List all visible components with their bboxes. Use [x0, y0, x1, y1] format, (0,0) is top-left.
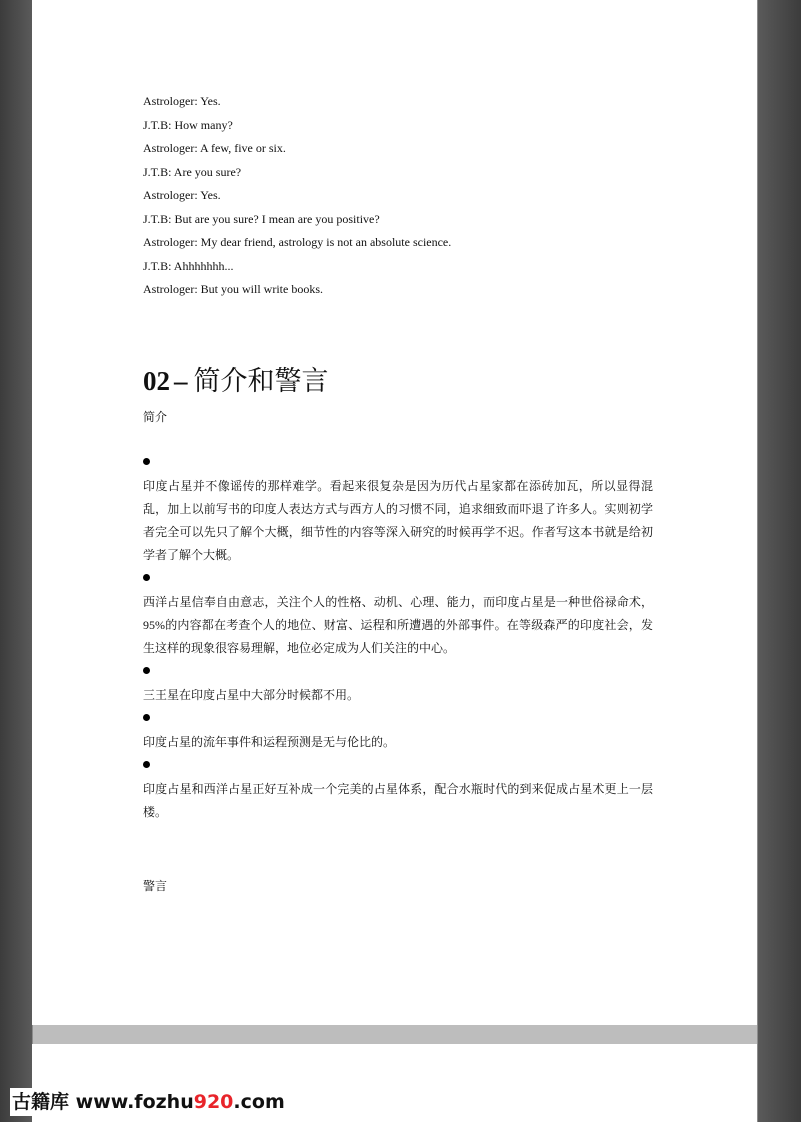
- bullet-dot-icon: [143, 458, 150, 465]
- bullet-dot-icon: [143, 761, 150, 768]
- bullet-item: [143, 714, 653, 754]
- chapter-title: 简介和警言: [193, 366, 329, 396]
- bullet-text: 西洋占星信奉自由意志，关注个人的性格、动机、心理、能力，而印度占星是一种世俗禄命术，95%的内容都在考查个人的地位、财富、运程和所遭遇的外部事件。在等级森严的印度社会，发生这样的现象很容易理解，地位必定成为人们关注的中心。: [143, 595, 653, 655]
- bullet-text: 印度占星的流年事件和运程预测是无与伦比的。: [143, 735, 396, 749]
- dialogue-line: J.T.B: Ahhhhhhh...: [143, 258, 234, 273]
- bullet-text: 印度占星并不像谣传的那样难学。看起来很复杂是因为历代占星家都在添砖加瓦，所以显得混乱，加上以前写书的印度人表达方式与西方人的习惯不同，追求细致而吓退了许多人。实则初学者完全可以先只了解个大概，细节性的内容等深入研究的时候再学不迟。作者写这本书就是给初学者了解个大概。: [143, 479, 653, 562]
- watermark-url-suffix: .com: [233, 1091, 285, 1113]
- bullet-item: [143, 574, 653, 660]
- dialogue-list: [143, 93, 663, 305]
- dialogue-line: Astrologer: Yes.: [143, 188, 221, 202]
- watermark: [10, 1088, 287, 1116]
- dialogue-line: Astrologer: Yes.: [143, 94, 221, 108]
- bullet-item: [143, 458, 653, 567]
- bullet-item: [143, 761, 653, 824]
- watermark-brand: 古籍库: [12, 1091, 70, 1113]
- chapter-heading: [143, 363, 329, 399]
- section-heading-intro: 简介: [143, 410, 168, 424]
- bullet-dot-icon: [143, 574, 150, 581]
- dialogue-line: Astrologer: But you will write books.: [143, 282, 323, 296]
- dialogue-line: Astrologer: My dear friend, astrology is not an absolute science.: [143, 235, 452, 249]
- bullet-item: [143, 667, 653, 707]
- dialogue-line: Astrologer: A few, five or six.: [143, 141, 286, 155]
- chapter-separator: –: [174, 366, 188, 396]
- bullet-list: [143, 456, 653, 831]
- dialogue-line: J.T.B: Are you sure?: [143, 164, 242, 179]
- dialogue-line: J.T.B: How many?: [143, 117, 233, 132]
- chapter-number: 02: [143, 366, 170, 396]
- document-page: [32, 0, 757, 1025]
- bullet-dot-icon: [143, 714, 150, 721]
- section-heading-warning: 警言: [143, 879, 168, 893]
- dialogue-line: J.T.B: But are you sure? I mean are you positive?: [143, 211, 380, 226]
- watermark-url-prefix: www.fozhu: [75, 1091, 194, 1113]
- watermark-url-number: 920: [193, 1091, 234, 1113]
- bullet-text: 三王星在印度占星中大部分时候都不用。: [143, 688, 360, 702]
- bullet-text: 印度占星和西洋占星正好互补成一个完美的占星体系，配合水瓶时代的到来促成占星术更上一层楼。: [143, 782, 653, 819]
- bullet-dot-icon: [143, 667, 150, 674]
